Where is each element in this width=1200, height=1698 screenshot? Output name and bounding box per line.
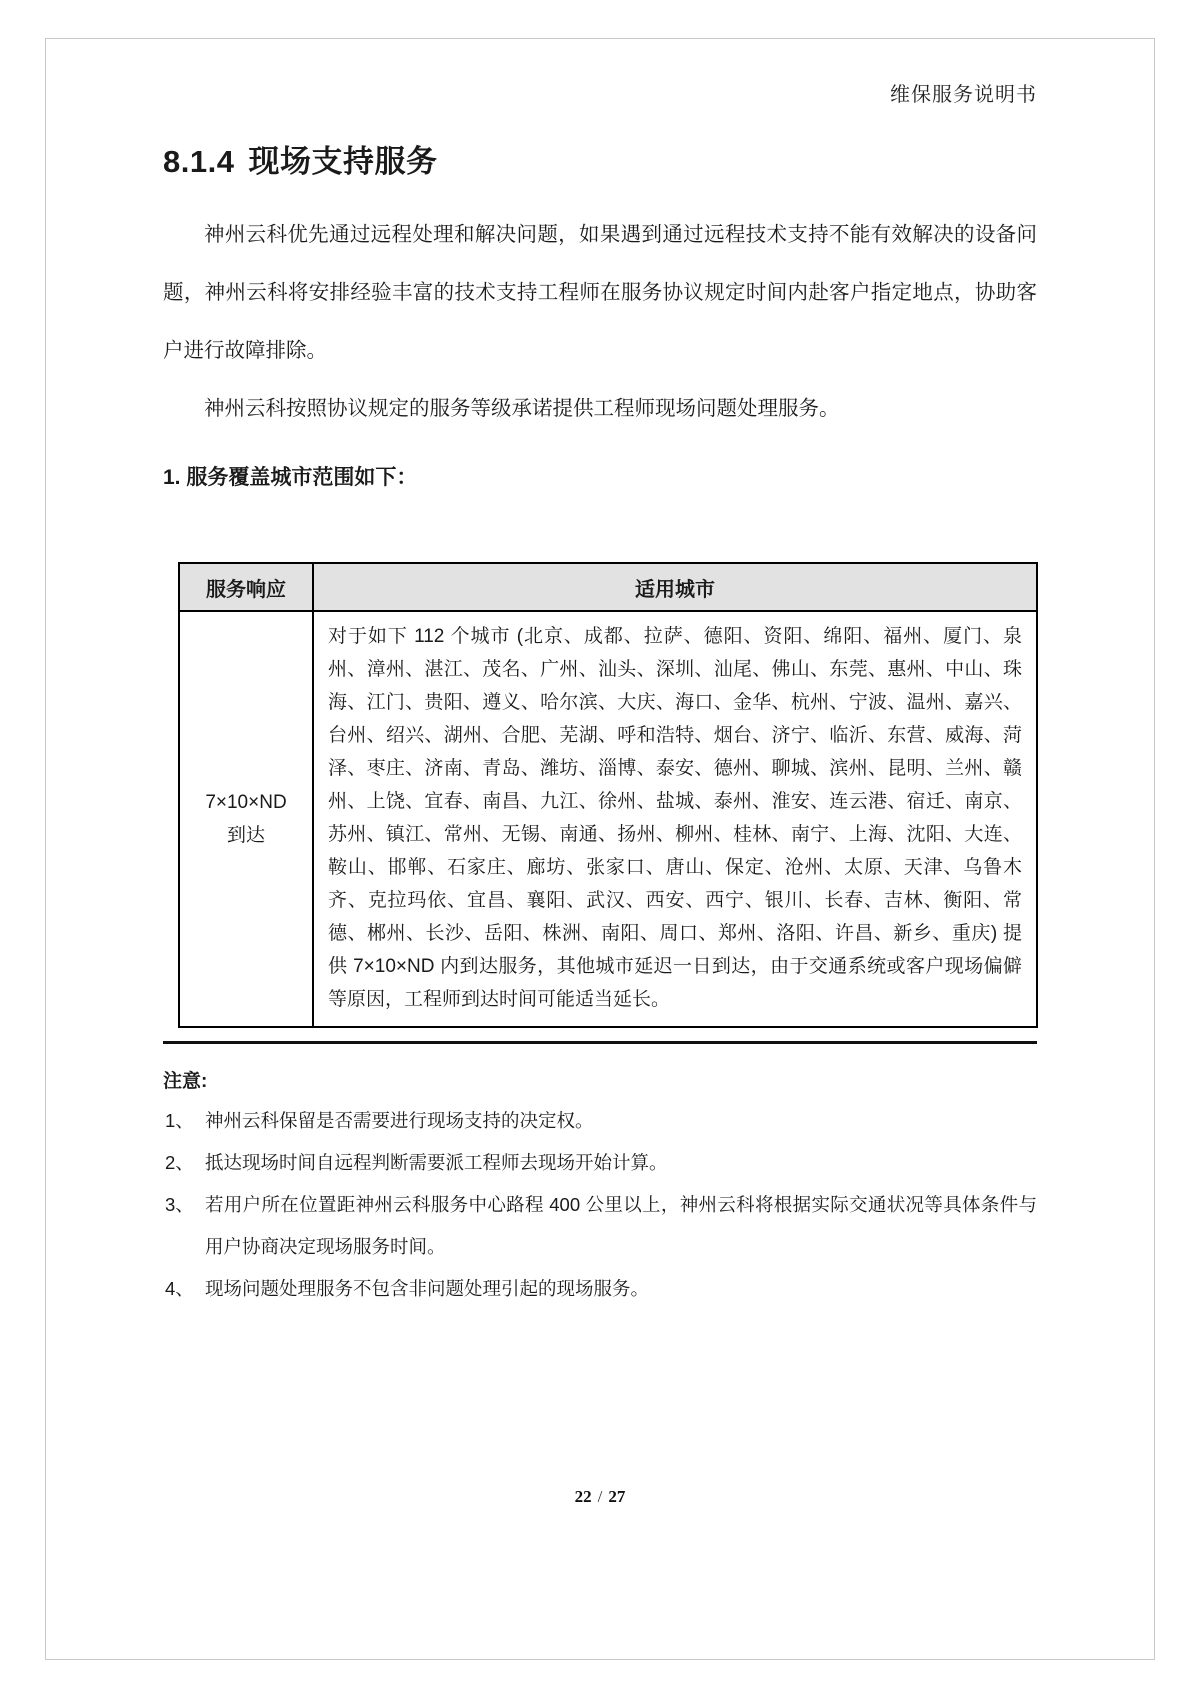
paragraph-service-level: 神州云科按照协议规定的服务等级承诺提供工程师现场问题处理服务。 <box>204 397 840 420</box>
response-line-2: 到达 <box>226 825 265 846</box>
response-line-1: 7×10×ND <box>205 792 287 813</box>
document-header <box>163 78 1037 107</box>
table-head <box>179 563 1037 611</box>
notes-list <box>165 1100 1037 1310</box>
note-number: 3、 <box>165 1194 194 1215</box>
note-text: 若用户所在位置距神州云科服务中心路程 400 公里以上，神州云科将根据实际交通状况等具体条件与用户协商决定现场服务时间。 <box>205 1194 1037 1257</box>
table-row <box>179 611 1037 1027</box>
note-number: 1、 <box>165 1110 194 1131</box>
page-footer <box>0 1487 1200 1507</box>
note-number: 4、 <box>165 1278 194 1299</box>
notes-title: 注意: <box>163 1071 208 1092</box>
header-applicable-cities: 适用城市 <box>313 563 1037 611</box>
note-item-1 <box>165 1100 1037 1142</box>
note-item-4 <box>165 1268 1037 1310</box>
service-response-cell <box>179 611 313 1027</box>
note-item-3 <box>165 1184 1037 1268</box>
paragraph-remote-support: 神州云科优先通过远程处理和解决问题，如果遇到通过远程技术支持不能有效解决的设备问题，神州云科将安排经验丰富的技术支持工程师在服务协议规定时间内赴客户指定地点，协助客户进行故障排除。 <box>163 223 1037 362</box>
note-item-2 <box>165 1142 1037 1184</box>
note-number: 2、 <box>165 1152 194 1173</box>
footer-separator: / <box>597 1487 603 1506</box>
applicable-cities-cell: 对于如下 112 个城市 (北京、成都、拉萨、德阳、资阳、绵阳、福州、厦门、泉州、漳州、湛江、茂名、广州、汕头、深圳、汕尾、佛山、东莞、惠州、中山、珠海、江门、贵阳、遵义、哈尔滨、大庆、海口、金华、杭州、宁波、温州、嘉兴、台州、绍兴、湖州、合肥、芜湖、呼和浩特、烟台、济宁、临沂、东营、威海、菏泽、枣庄、济南、青岛、潍坊、淄博、泰安、德州、聊城、滨州、昆明、兰州、赣州、上饶、宜春、南昌、九江、徐州、盐城、泰州、淮安、连云港、宿迁、南京、苏州、镇江、常州、无锡、南通、扬州、柳州、桂林、南宁、上海、沈阳、大连、鞍山、邯郸、石家庄、廊坊、张家口、唐山、保定、沧州、太原、天津、乌鲁木齐、克拉玛依、宜昌、襄阳、武汉、西安、西宁、银川、长春、吉林、衡阳、常德、郴州、长沙、岳阳、株洲、南阳、周口、郑州、洛阳、许昌、新乡、重庆) 提供 7×10×ND 内到达服务，其他城市延迟一日到达，由于交通系统或客户现场偏僻等原因，工程师到达时间可能适当延长。 <box>313 611 1037 1027</box>
footer-current-page: 22 <box>574 1487 592 1506</box>
table-header-row <box>179 563 1037 611</box>
header-title: 维保服务说明书 <box>890 84 1037 106</box>
note-text: 神州云科保留是否需要进行现场支持的决定权。 <box>205 1110 594 1131</box>
notes-divider-rule <box>163 1041 1037 1044</box>
table-body <box>179 611 1037 1027</box>
coverage-list-heading: 1. 服务覆盖城市范围如下： <box>163 466 418 489</box>
section-heading <box>163 136 437 181</box>
section-title: 现场支持服务 <box>248 144 438 179</box>
header-service-response: 服务响应 <box>179 563 313 611</box>
note-text: 现场问题处理服务不包含非问题处理引起的现场服务。 <box>205 1278 650 1299</box>
footer-total-pages: 27 <box>608 1487 626 1506</box>
note-text: 抵达现场时间自远程判断需要派工程师去现场开始计算。 <box>205 1152 668 1173</box>
section-number: 8.1.4 <box>163 144 235 179</box>
service-coverage-table <box>178 562 1038 1028</box>
